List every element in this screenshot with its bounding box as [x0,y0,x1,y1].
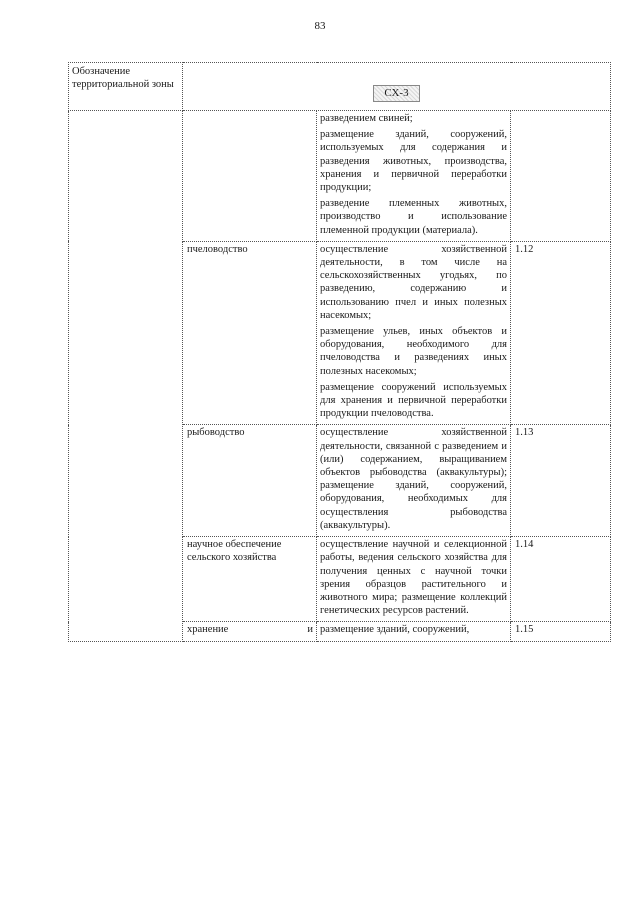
description-paragraph: размещение зданий, сооружений, используемых для содержания и разведения животных, производства, хранения и первичной переработки продукции; [320,129,507,194]
table-header-row [69,63,611,111]
description-paragraph: размещение сооружений используемых для хранения и первичной переработки продукции пчеловодства. [320,381,507,420]
code-cell [511,425,611,537]
kind-cell [183,241,317,425]
code-cell [511,622,611,641]
description-paragraph: разведение племенных животных, производство и использование племенной продукции (материала). [320,198,507,236]
description-cell [317,537,511,622]
description-paragraph: осуществление хозяйственной деятельности, связанной с разведением и (или) содержанием, выращиванием объектов рыбоводства (аквакультуры); размещение зданий, сооружений, оборудования, необходимых для осуществления рыбоводства (аквакультуры). [320,427,507,531]
table-row [69,111,611,242]
kind-cell [183,537,317,622]
kind-cell [183,622,317,641]
code-cell [511,111,611,242]
kind-label: рыбоводство [187,427,245,439]
description-paragraph: размещение зданий, сооружений, [320,624,470,636]
zone-table [68,62,611,642]
description-cell [317,425,511,537]
description-paragraph: разведением свиней; [320,113,413,124]
zone-code-cell [183,63,611,111]
description-paragraph: размещение ульев, иных объектов и оборудования, необходимого для пчеловодства и разведениях иных полезных насекомых; [320,326,507,377]
kind-label-tail: и [307,624,313,636]
code-label: 1.12 [515,243,534,255]
code-label: 1.14 [515,539,534,551]
description-cell [317,241,511,425]
page-number: 83 [314,20,326,32]
code-label: 1.13 [515,427,534,439]
description-paragraph: осуществление научной и селекционной работы, ведения сельского хозяйства для получения ценных с научной точки зрения образцов растительного и животного мира; размещение коллекций генетических ресурсов растений. [320,539,507,617]
zone-label-cell [69,63,183,111]
kind-label: научное обеспечение сельского хозяйства [187,539,282,564]
description-paragraph: осуществление хозяйственной деятельности, в том числе на сельскохозяйственных угодьях, по разведению, содержанию и использованию пчел и иных полезных насекомых; [320,243,507,321]
description-cell [317,622,511,641]
kind-label: хранение [187,624,229,636]
code-cell [511,241,611,425]
zone-code-badge: СХ-3 [373,85,419,102]
code-label: 1.15 [515,624,534,636]
zone-label-text: Обозначение территориальной зоны [72,66,174,91]
kind-cell [183,425,317,537]
kind-label: пчеловодство [187,243,248,255]
zone-column-cell [69,111,183,642]
description-cell [317,111,511,242]
code-cell [511,537,611,622]
kind-cell [183,111,317,242]
